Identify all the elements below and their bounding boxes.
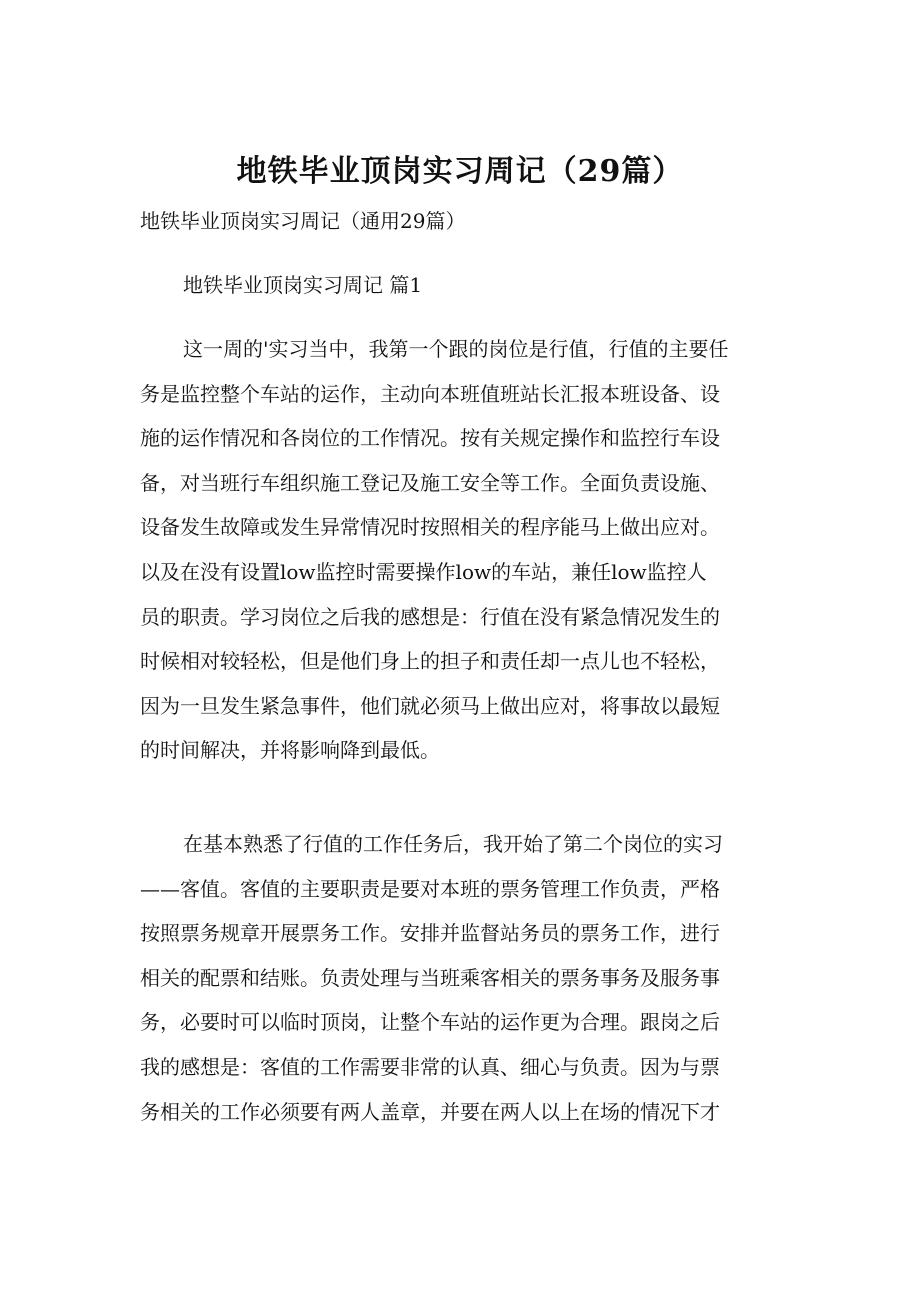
document-title: 地铁毕业顶岗实习周记（29篇） (236, 154, 684, 189)
paragraph-line: 以及在没有设置low监控时需要操作low的车站，兼任low监控人 (140, 559, 707, 584)
section-heading: 地铁毕业顶岗实习周记 篇1 (183, 273, 423, 297)
paragraph-line: 的时间解决，并将影响降到最低。 (140, 738, 440, 763)
paragraph-line: 施的运作情况和各岗位的工作情况。按有关规定操作和监控行车设 (140, 426, 720, 451)
paragraph-line: 在基本熟悉了行值的工作任务后，我开始了第二个岗位的实习 (183, 832, 723, 856)
paragraph-line: 务，必要时可以临时顶岗，让整个车站的运作更为合理。跟岗之后 (140, 1010, 720, 1035)
paragraph-line: 相关的配票和结账。负责处理与当班乘客相关的票务事务及服务事 (140, 965, 720, 990)
paragraph-1 (140, 327, 780, 773)
paragraph-line: 这一周的'实习当中，我第一个跟的岗位是行值，行值的主要任 (183, 337, 729, 361)
paragraph-line: 务相关的工作必须要有两人盖章，并要在两人以上在场的情况下才 (140, 1099, 720, 1124)
paragraph-line: ——客值。客值的主要职责是要对本班的票务管理工作负责，严格 (140, 876, 720, 901)
paragraph-line: 设备发生故障或发生异常情况时按照相关的程序能马上做出应对。 (140, 515, 720, 540)
paragraph-line: 我的感想是：客值的工作需要非常的认真、细心与负责。因为与票 (140, 1054, 720, 1079)
paragraph-line: 备，对当班行车组织施工登记及施工安全等工作。全面负责设施、 (140, 470, 720, 495)
document-subtitle: 地铁毕业顶岗实习周记（通用29篇） (140, 209, 466, 233)
paragraph-line: 按照票务规章开展票务工作。安排并监督站务员的票务工作，进行 (140, 921, 720, 946)
paragraph-line: 员的职责。学习岗位之后我的感想是：行值在没有紧急情况发生的 (140, 604, 720, 629)
paragraph-2 (140, 822, 780, 1134)
paragraph-line: 时候相对较轻松，但是他们身上的担子和责任却一点儿也不轻松， (140, 649, 720, 674)
paragraph-line: 务是监控整个车站的运作，主动向本班值班站长汇报本班设备、设 (140, 381, 720, 406)
paragraph-line: 因为一旦发生紧急事件，他们就必须马上做出应对，将事故以最短 (140, 693, 720, 718)
